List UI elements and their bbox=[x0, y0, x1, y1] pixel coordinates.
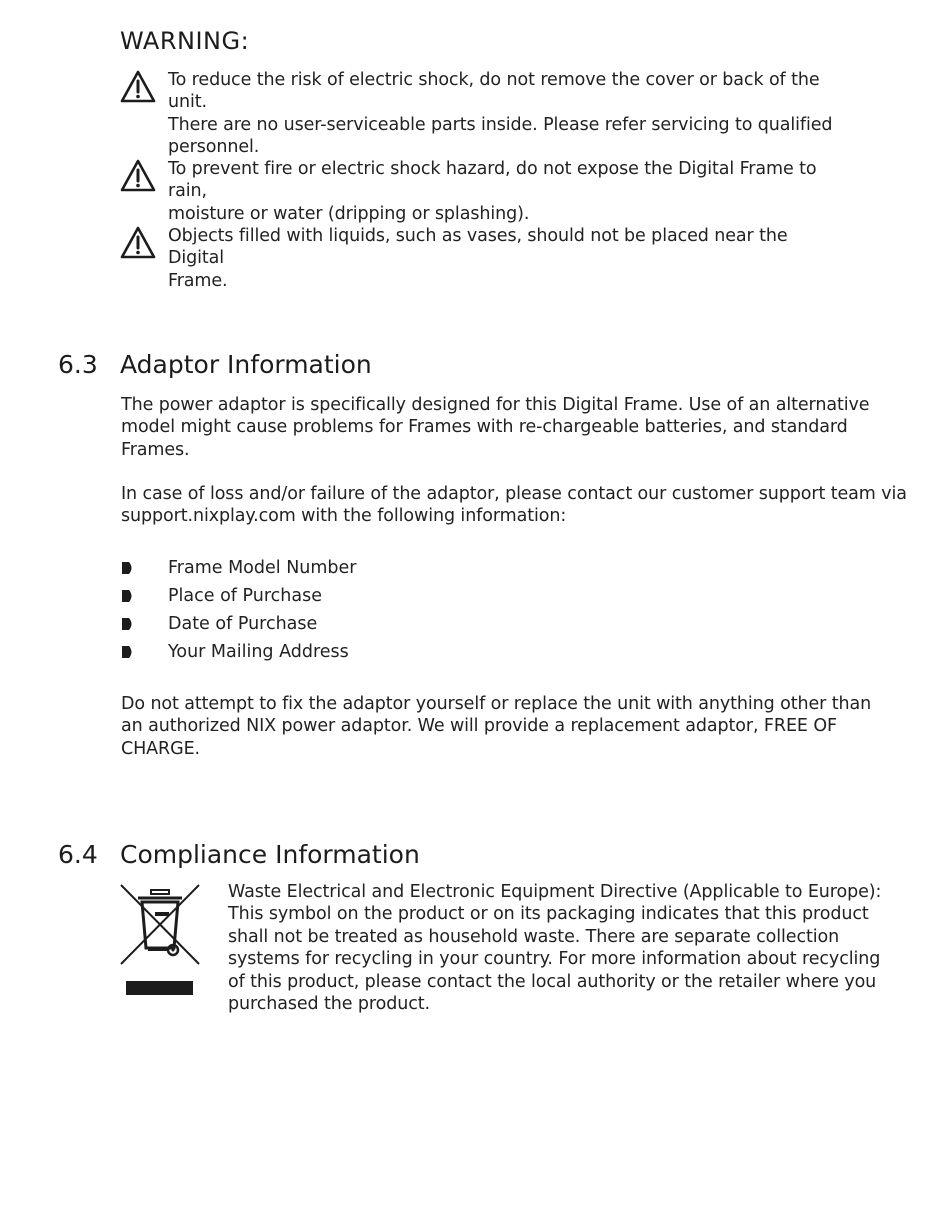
text-line: support.nixplay.com with the following information: bbox=[121, 506, 567, 527]
text-line: of this product, please contact the local authority or the retailer where you bbox=[228, 971, 877, 992]
bullet-icon bbox=[121, 561, 135, 575]
weee-crossed-bin-icon bbox=[118, 882, 204, 1000]
text-line: There are no user-serviceable parts inside. Please refer servicing to qualified bbox=[168, 114, 833, 135]
warning-triangle-icon bbox=[120, 226, 156, 260]
list-item: Place of Purchase bbox=[168, 586, 322, 606]
adaptor-paragraph-2 bbox=[121, 483, 911, 528]
text-line: Frame. bbox=[168, 270, 228, 291]
text-line: This symbol on the product or on its packaging indicates that this product bbox=[228, 904, 869, 925]
list-item: Date of Purchase bbox=[168, 614, 318, 634]
compliance-paragraph bbox=[228, 881, 908, 1015]
text-line: To reduce the risk of electric shock, do not remove the cover or back of the unit. bbox=[168, 70, 820, 113]
warning-item-text bbox=[168, 158, 848, 225]
section-number: 6.4 bbox=[58, 840, 98, 869]
section-title: Adaptor Information bbox=[120, 350, 372, 379]
warning-heading: WARNING: bbox=[120, 27, 250, 55]
text-line: purchased the product. bbox=[228, 994, 430, 1015]
text-line: In case of loss and/or failure of the adaptor, please contact our customer support team via bbox=[121, 484, 907, 504]
text-line: moisture or water (dripping or splashing). bbox=[168, 203, 530, 224]
text-line: personnel. bbox=[168, 137, 260, 158]
text-line: shall not be treated as household waste. There are separate collection bbox=[228, 926, 840, 947]
list-item: Frame Model Number bbox=[168, 558, 357, 578]
text-line: Do not attempt to fix the adaptor yourself or replace the unit with anything other than bbox=[121, 694, 872, 714]
section-number: 6.3 bbox=[58, 350, 98, 379]
warning-item-text bbox=[168, 69, 848, 159]
warning-triangle-icon bbox=[120, 159, 156, 193]
text-line: The power adaptor is specifically designed for this Digital Frame. Use of an alternative bbox=[121, 395, 870, 415]
text-line: an authorized NIX power adaptor. We will provide a replacement adaptor, FREE OF bbox=[121, 716, 837, 737]
bullet-icon bbox=[121, 589, 135, 603]
text-line: Objects filled with liquids, such as vases, should not be placed near the Digital bbox=[168, 226, 788, 269]
bullet-icon bbox=[121, 645, 135, 659]
text-line: Frames. bbox=[121, 439, 190, 460]
list-item: Your Mailing Address bbox=[168, 642, 349, 662]
text-line: Waste Electrical and Electronic Equipment Directive (Applicable to Europe): bbox=[228, 882, 882, 902]
warning-triangle-icon bbox=[120, 70, 156, 104]
text-line: model might cause problems for Frames with re-chargeable batteries, and standard bbox=[121, 417, 848, 438]
bullet-icon bbox=[121, 617, 135, 631]
adaptor-paragraph-3 bbox=[121, 693, 881, 760]
text-line: CHARGE. bbox=[121, 738, 200, 759]
warning-item-text bbox=[168, 225, 848, 292]
text-line: systems for recycling in your country. For more information about recycling bbox=[228, 949, 881, 970]
section-title: Compliance Information bbox=[120, 840, 420, 869]
adaptor-paragraph-1 bbox=[121, 394, 881, 461]
text-line: To prevent fire or electric shock hazard, do not expose the Digital Frame to rain, bbox=[168, 159, 817, 202]
